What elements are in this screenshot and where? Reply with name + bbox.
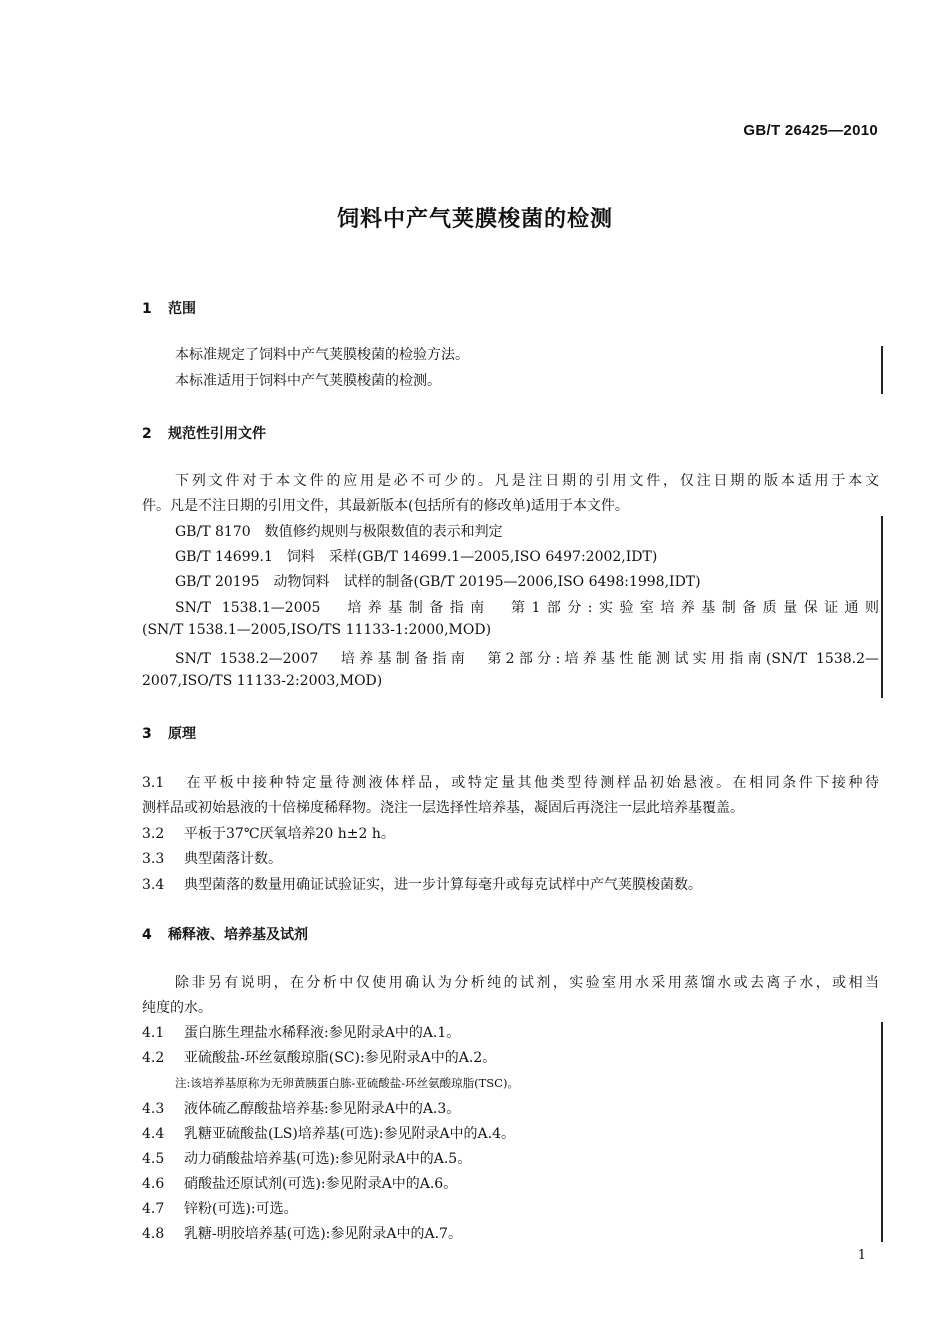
paragraph: 本标准适用于饲料中产气荚膜梭菌的检测。: [175, 373, 441, 389]
clause-text: 在平板中接种特定量待测液体样品，或特定量其他类型待测样品初始悬液。在相同条件下接种待: [184, 775, 879, 791]
clause-number: 3.1: [142, 775, 165, 791]
section-title: 规范性引用文件: [168, 426, 266, 442]
clause-text: 乳糖亚硫酸盐(LS)培养基(可选):参见附录A中的A.4。: [184, 1126, 516, 1142]
reference-item: GB/T 8170 数值修约规则与极限数值的表示和判定: [175, 524, 503, 540]
clause-number: 4.7: [142, 1201, 165, 1217]
clause-text: 亚硫酸盐-环丝氨酸琼脂(SC):参见附录A中的A.2。: [184, 1050, 497, 1066]
clause-text: 动力硝酸盐培养基(可选):参见附录A中的A.5。: [184, 1151, 472, 1167]
standard-number: GB/T 26425—2010: [743, 122, 878, 139]
clause-item: [142, 1173, 457, 1193]
clause-item: [142, 823, 395, 843]
clause-item: [142, 1022, 460, 1042]
section-number: 4: [142, 927, 152, 943]
clause-text: 典型菌落的数量用确证试验证实，进一步计算每毫升或每克试样中产气荚膜梭菌数。: [184, 877, 702, 893]
clause-text: 典型菌落计数。: [184, 851, 282, 867]
clause-text: 液体硫乙醇酸盐培养基:参见附录A中的A.3。: [184, 1101, 461, 1117]
clause-item: [142, 772, 879, 792]
change-bar: [881, 346, 883, 394]
section-number: 1: [142, 301, 152, 317]
section-2-heading: [142, 423, 266, 443]
paragraph: 下列文件对于本文件的应用是必不可少的。凡是注日期的引用文件，仅注日期的版本适用于本文: [175, 473, 879, 489]
paragraph: 纯度的水。: [142, 1000, 212, 1016]
clause-number: 4.2: [142, 1050, 165, 1066]
clause-item: [142, 1198, 298, 1218]
reference-item: GB/T 14699.1 饲料 采样(GB/T 14699.1—2005,ISO 6497:2002,IDT): [175, 549, 658, 565]
clause-text: 乳糖-明胶培养基(可选):参见附录A中的A.7。: [184, 1226, 462, 1242]
reference-item: 2007,ISO/TS 11133-2:2003,MOD): [142, 673, 383, 689]
clause-number: 4.6: [142, 1176, 165, 1192]
section-3-heading: [142, 723, 196, 743]
section-1-heading: [142, 298, 196, 318]
clause-item: [142, 1123, 515, 1143]
change-bar: [881, 516, 883, 698]
reference-item: GB/T 20195 动物饲料 试样的制备(GB/T 20195—2006,ISO 6498:1998,IDT): [175, 574, 701, 590]
clause-item: [142, 1223, 462, 1243]
clause-text: 蛋白胨生理盐水稀释液:参见附录A中的A.1。: [184, 1025, 461, 1041]
clause-number: 4.5: [142, 1151, 165, 1167]
clause-number: 3.4: [142, 877, 165, 893]
section-title: 稀释液、培养基及试剂: [168, 927, 308, 943]
section-title: 范围: [168, 301, 196, 317]
reference-item: SN/T 1538.1—2005 培养基制备指南 第1部分:实验室培养基制备质量保证通则: [175, 600, 879, 616]
clause-text: 硝酸盐还原试剂(可选):参见附录A中的A.6。: [184, 1176, 458, 1192]
paragraph: 本标准规定了饲料中产气荚膜梭菌的检验方法。: [175, 347, 469, 363]
clause-text: 锌粉(可选):可选。: [184, 1201, 298, 1217]
change-bar: [881, 1022, 883, 1242]
reference-item: SN/T 1538.2—2007 培养基制备指南 第2部分:培养基性能测试实用指南(SN/T 1538.2—: [175, 651, 879, 667]
paragraph: 件。凡是不注日期的引用文件，其最新版本(包括所有的修改单)适用于本文件。: [142, 498, 629, 514]
reference-item: (SN/T 1538.1—2005,ISO/TS 11133-1:2000,MOD): [142, 622, 492, 638]
paragraph: 除非另有说明，在分析中仅使用确认为分析纯的试剂，实验室用水采用蒸馏水或去离子水，或相当: [175, 975, 879, 991]
clause-number: 4.3: [142, 1101, 165, 1117]
page-number: 1: [857, 1248, 866, 1263]
section-number: 2: [142, 426, 152, 442]
clause-text: 平板于37℃厌氧培养20 h±2 h。: [184, 826, 395, 842]
clause-number: 4.1: [142, 1025, 165, 1041]
clause-item: [142, 1148, 471, 1168]
clause-item: [142, 874, 702, 894]
clause-item: [142, 1047, 496, 1067]
section-number: 3: [142, 726, 152, 742]
clause-number: 3.3: [142, 851, 165, 867]
clause-number: 3.2: [142, 826, 165, 842]
section-title: 原理: [168, 726, 196, 742]
clause-number: 4.4: [142, 1126, 165, 1142]
document-title: 饲料中产气荚膜梭菌的检测: [336, 207, 613, 232]
clause-text-continued: 测样品或初始悬液的十倍梯度稀释物。浇注一层选择性培养基，凝固后再浇注一层此培养基覆盖。: [142, 800, 744, 816]
clause-item: [142, 1098, 460, 1118]
note: 注:该培养基原称为无卵黄胰蛋白胨-亚硫酸盐-环丝氨酸琼脂(TSC)。: [175, 1076, 519, 1090]
clause-number: 4.8: [142, 1226, 165, 1242]
section-4-heading: [142, 924, 308, 944]
clause-item: [142, 848, 282, 868]
